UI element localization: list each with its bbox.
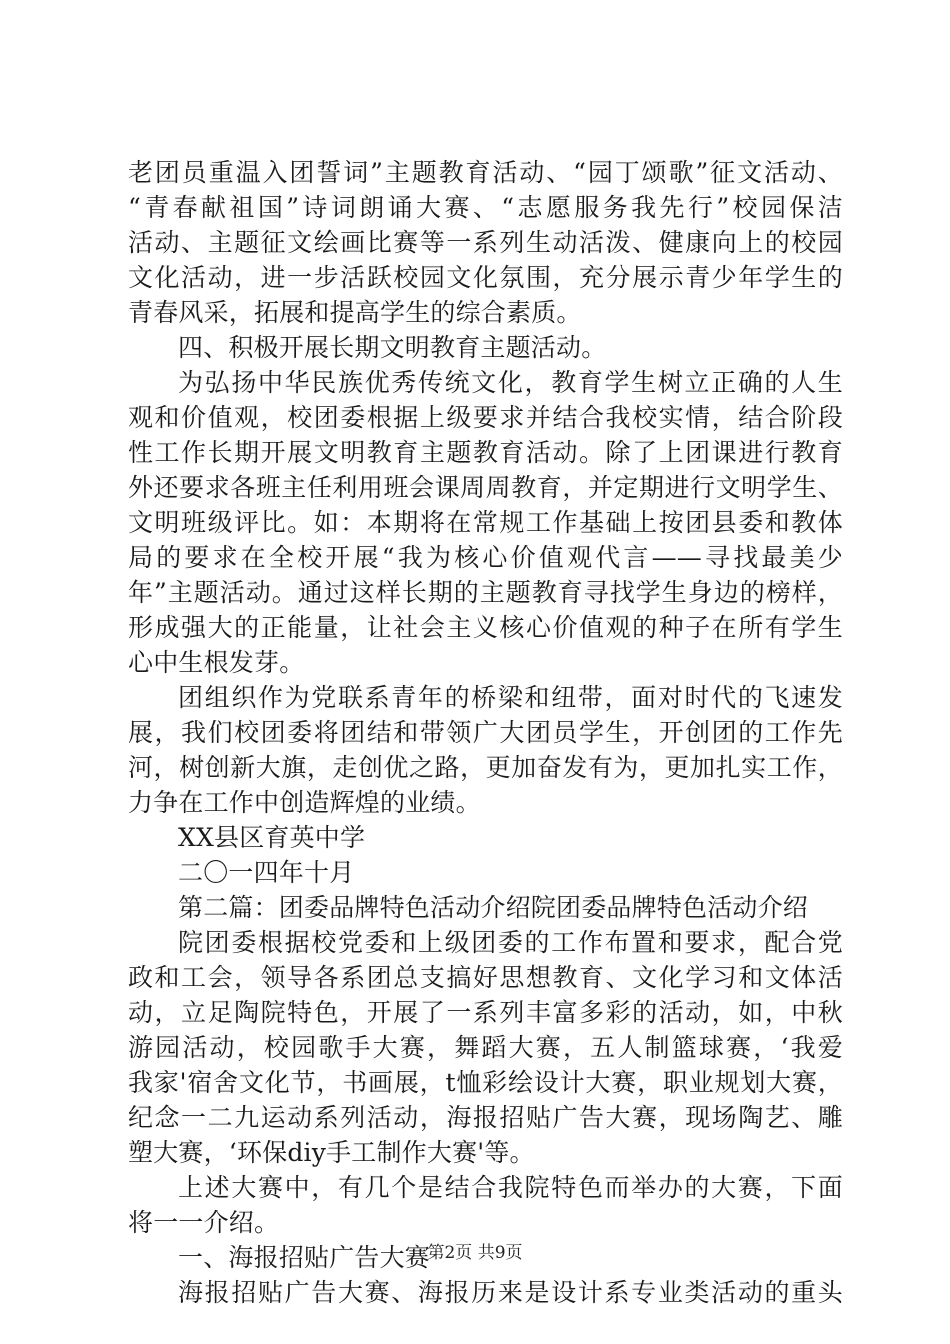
text-line: 上述大赛中，有几个是结合我院特色而举办的大赛，下面 [178, 1173, 843, 1202]
text-line: 游园活动，校园歌手大赛，舞蹈大赛，五人制篮球赛，‘我爱 [128, 1033, 843, 1062]
text-line: 局的要求在全校开展“我为核心价值观代言——寻找最美少 [128, 543, 843, 572]
text-line: 性工作长期开展文明教育主题教育活动。除了上团课进行教育 [128, 438, 843, 467]
text-line: 老团员重温入团誓词”主题教育活动、“园丁颂歌”征文活动、 [128, 158, 843, 187]
text-line: 为弘扬中华民族优秀传统文化，教育学生树立正确的人生 [178, 368, 843, 397]
text-line: 塑大赛，‘环保diy手工制作大赛'等。 [128, 1138, 535, 1167]
text-line: 动，立足陶院特色，开展了一系列丰富多彩的活动，如，中秋 [128, 998, 843, 1027]
text-line: 四、积极开展长期文明教育主题活动。 [178, 333, 607, 362]
text-line: 二〇一四年十月 [178, 858, 355, 887]
text-line: 文明班级评比。如：本期将在常规工作基础上按团县委和教体 [128, 508, 843, 537]
text-line: 年”主题活动。通过这样长期的主题教育寻找学生身边的榜样， [128, 578, 843, 607]
text-line: “青春献祖国”诗词朗诵大赛、“志愿服务我先行”校园保洁 [128, 193, 843, 222]
text-line: 院团委根据校党委和上级团委的工作布置和要求，配合党 [178, 928, 843, 957]
text-line: 我家'宿舍文化节，书画展，t恤彩绘设计大赛，职业规划大赛， [128, 1068, 843, 1097]
text-line: 力争在工作中创造辉煌的业绩。 [128, 788, 481, 817]
text-line: 活动、主题征文绘画比赛等一系列生动活泼、健康向上的校园 [128, 228, 843, 257]
text-line: 一、海报招贴广告大赛 [178, 1243, 431, 1272]
text-line: 文化活动，进一步活跃校园文化氛围，充分展示青少年学生的 [128, 263, 843, 292]
page-footer: 第2页 共9页 [427, 1243, 523, 1263]
text-line: 展，我们校团委将团结和带领广大团员学生，开创团的工作先 [128, 718, 843, 747]
text-line: 形成强大的正能量，让社会主义核心价值观的种子在所有学生 [128, 613, 843, 642]
text-line: 团组织作为党联系青年的桥梁和纽带，面对时代的飞速发 [178, 683, 843, 712]
text-line: 海报招贴广告大赛、海报历来是设计系专业类活动的重头 [178, 1278, 843, 1307]
text-line: 河，树创新大旗，走创优之路，更加奋发有为，更加扎实工作， [128, 753, 843, 782]
text-line: XX县区育英中学 [178, 823, 366, 852]
document-body [128, 155, 843, 1310]
text-line: 外还要求各班主任利用班会课周周教育，并定期进行文明学生、 [128, 473, 843, 502]
text-line: 将一一介绍。 [128, 1208, 280, 1237]
text-line: 纪念一二九运动系列活动，海报招贴广告大赛，现场陶艺、雕 [128, 1103, 843, 1132]
text-line: 观和价值观，校团委根据上级要求并结合我校实情，结合阶段 [128, 403, 843, 432]
text-line: 第二篇：团委品牌特色活动介绍院团委品牌特色活动介绍 [178, 893, 809, 922]
text-line: 政和工会，领导各系团总支搞好思想教育、文化学习和文体活 [128, 963, 843, 992]
text-line: 心中生根发芽。 [128, 648, 305, 677]
text-line: 青春风采，拓展和提高学生的综合素质。 [128, 298, 582, 327]
